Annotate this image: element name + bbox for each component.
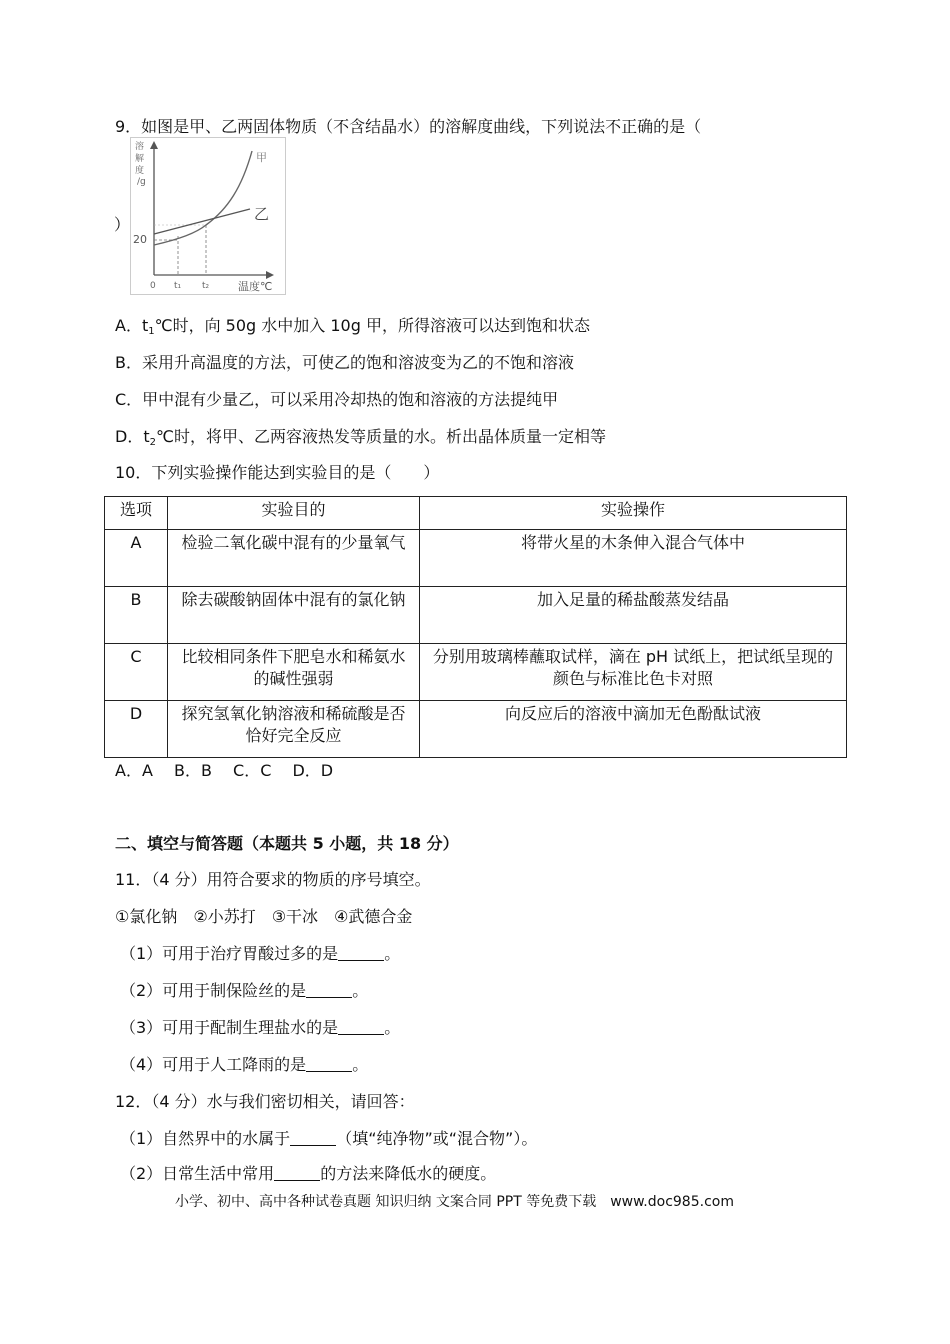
table-header-row xyxy=(105,497,847,530)
x-axis-label: 温度℃ xyxy=(238,280,273,293)
x-tick-t1: t₁ xyxy=(174,281,182,291)
table-row xyxy=(105,644,847,701)
row-option: C xyxy=(105,644,168,701)
row-option: A xyxy=(105,530,168,587)
row-purpose: 除去碳酸钠固体中混有的氯化钠 xyxy=(168,587,420,644)
row-purpose: 探究氢氧化钠溶液和稀硫酸是否恰好完全反应 xyxy=(168,701,420,758)
section-title: 二、填空与简答题（本题共 5 小题，共 18 分） xyxy=(115,834,459,853)
answer-blank[interactable] xyxy=(338,1018,384,1035)
q12-part-1: （1）自然界中的水属于 （填“纯净物”或“混合物”）。 xyxy=(120,1129,538,1148)
answer-blank[interactable] xyxy=(290,1129,336,1146)
row-option: B xyxy=(105,587,168,644)
answer-blank[interactable] xyxy=(274,1164,320,1181)
q11-items: ①氯化钠 ②小苏打 ③干冰 ④武德合金 xyxy=(115,907,413,926)
q11-part-1: （1）可用于治疗胃酸过多的是 。 xyxy=(120,944,401,963)
curve-jia-label: 甲 xyxy=(256,151,267,164)
q12-stem: 12．（4 分）水与我们密切相关，请回答： xyxy=(115,1092,415,1111)
table-row xyxy=(105,530,847,587)
q9-option-a: A．$t_1℃$时，向 50g 水中加入 10g 甲，所得溶液可以达到饱和状态 xyxy=(115,316,590,337)
row-operation: 分别用玻璃棒蘸取试样，滴在 pH 试纸上，把试纸呈现的颜色与标准比色卡对照 xyxy=(420,644,847,701)
table-row xyxy=(105,701,847,758)
row-operation: 加入足量的稀盐酸蒸发结晶 xyxy=(420,587,847,644)
row-purpose: 比较相同条件下肥皂水和稀氨水的碱性强弱 xyxy=(168,644,420,701)
q11-stem: 11．（4 分）用符合要求的物质的序号填空。 xyxy=(115,870,431,889)
q12-part-2: （2）日常生活中常用 的方法来降低水的硬度。 xyxy=(120,1164,497,1183)
header-operation: 实验操作 xyxy=(420,497,847,530)
x-tick-0: 0 xyxy=(150,281,156,291)
q9-stem-tail: ） xyxy=(114,215,131,234)
table-row xyxy=(105,587,847,644)
row-operation: 向反应后的溶液中滴加无色酚酞试液 xyxy=(420,701,847,758)
y-tick-20: 20 xyxy=(133,233,147,246)
q11-part-3: （3）可用于配制生理盐水的是 。 xyxy=(120,1018,401,1037)
q10-answer-options: A．A B．B C．C D．D xyxy=(115,761,334,780)
q9-option-d: D．$t_2℃$时，将甲、乙两容液热发等质量的水。析出晶体质量一定相等 xyxy=(115,427,606,448)
q9-stem: 9．如图是甲、乙两固体物质（不含结晶水）的溶解度曲线，下列说法不正确的是（ xyxy=(115,117,702,136)
q10-stem: 10．下列实验操作能达到实验目的是（ ） xyxy=(115,463,440,482)
y-axis-label: 溶解度/g xyxy=(135,142,146,187)
q9-option-c: C．甲中混有少量乙，可以采用冷却热的饱和溶液的方法提纯甲 xyxy=(115,390,559,409)
answer-blank[interactable] xyxy=(306,1055,352,1072)
row-operation: 将带火星的木条伸入混合气体中 xyxy=(420,530,847,587)
experiment-table xyxy=(104,496,847,758)
header-purpose: 实验目的 xyxy=(168,497,420,530)
q11-part-4: （4）可用于人工降雨的是 。 xyxy=(120,1055,369,1074)
q11-part-2: （2）可用于制保险丝的是 。 xyxy=(120,981,369,1000)
x-tick-t2: t₂ xyxy=(202,281,210,291)
answer-blank[interactable] xyxy=(338,944,384,961)
solubility-chart xyxy=(130,137,286,295)
curve-yi-label: 乙 xyxy=(254,205,270,223)
solubility-curve-figure xyxy=(130,137,286,295)
page-footer: 小学、初中、高中各种试卷真题 知识归纳 文案合同 PPT 等免费下载 www.doc985.com xyxy=(175,1194,734,1210)
q9-option-b: B．采用升高温度的方法，可使乙的饱和溶波变为乙的不饱和溶液 xyxy=(115,353,574,372)
row-option: D xyxy=(105,701,168,758)
answer-blank[interactable] xyxy=(306,981,352,998)
row-purpose: 检验二氧化碳中混有的少量氧气 xyxy=(168,530,420,587)
header-option: 选项 xyxy=(105,497,168,530)
